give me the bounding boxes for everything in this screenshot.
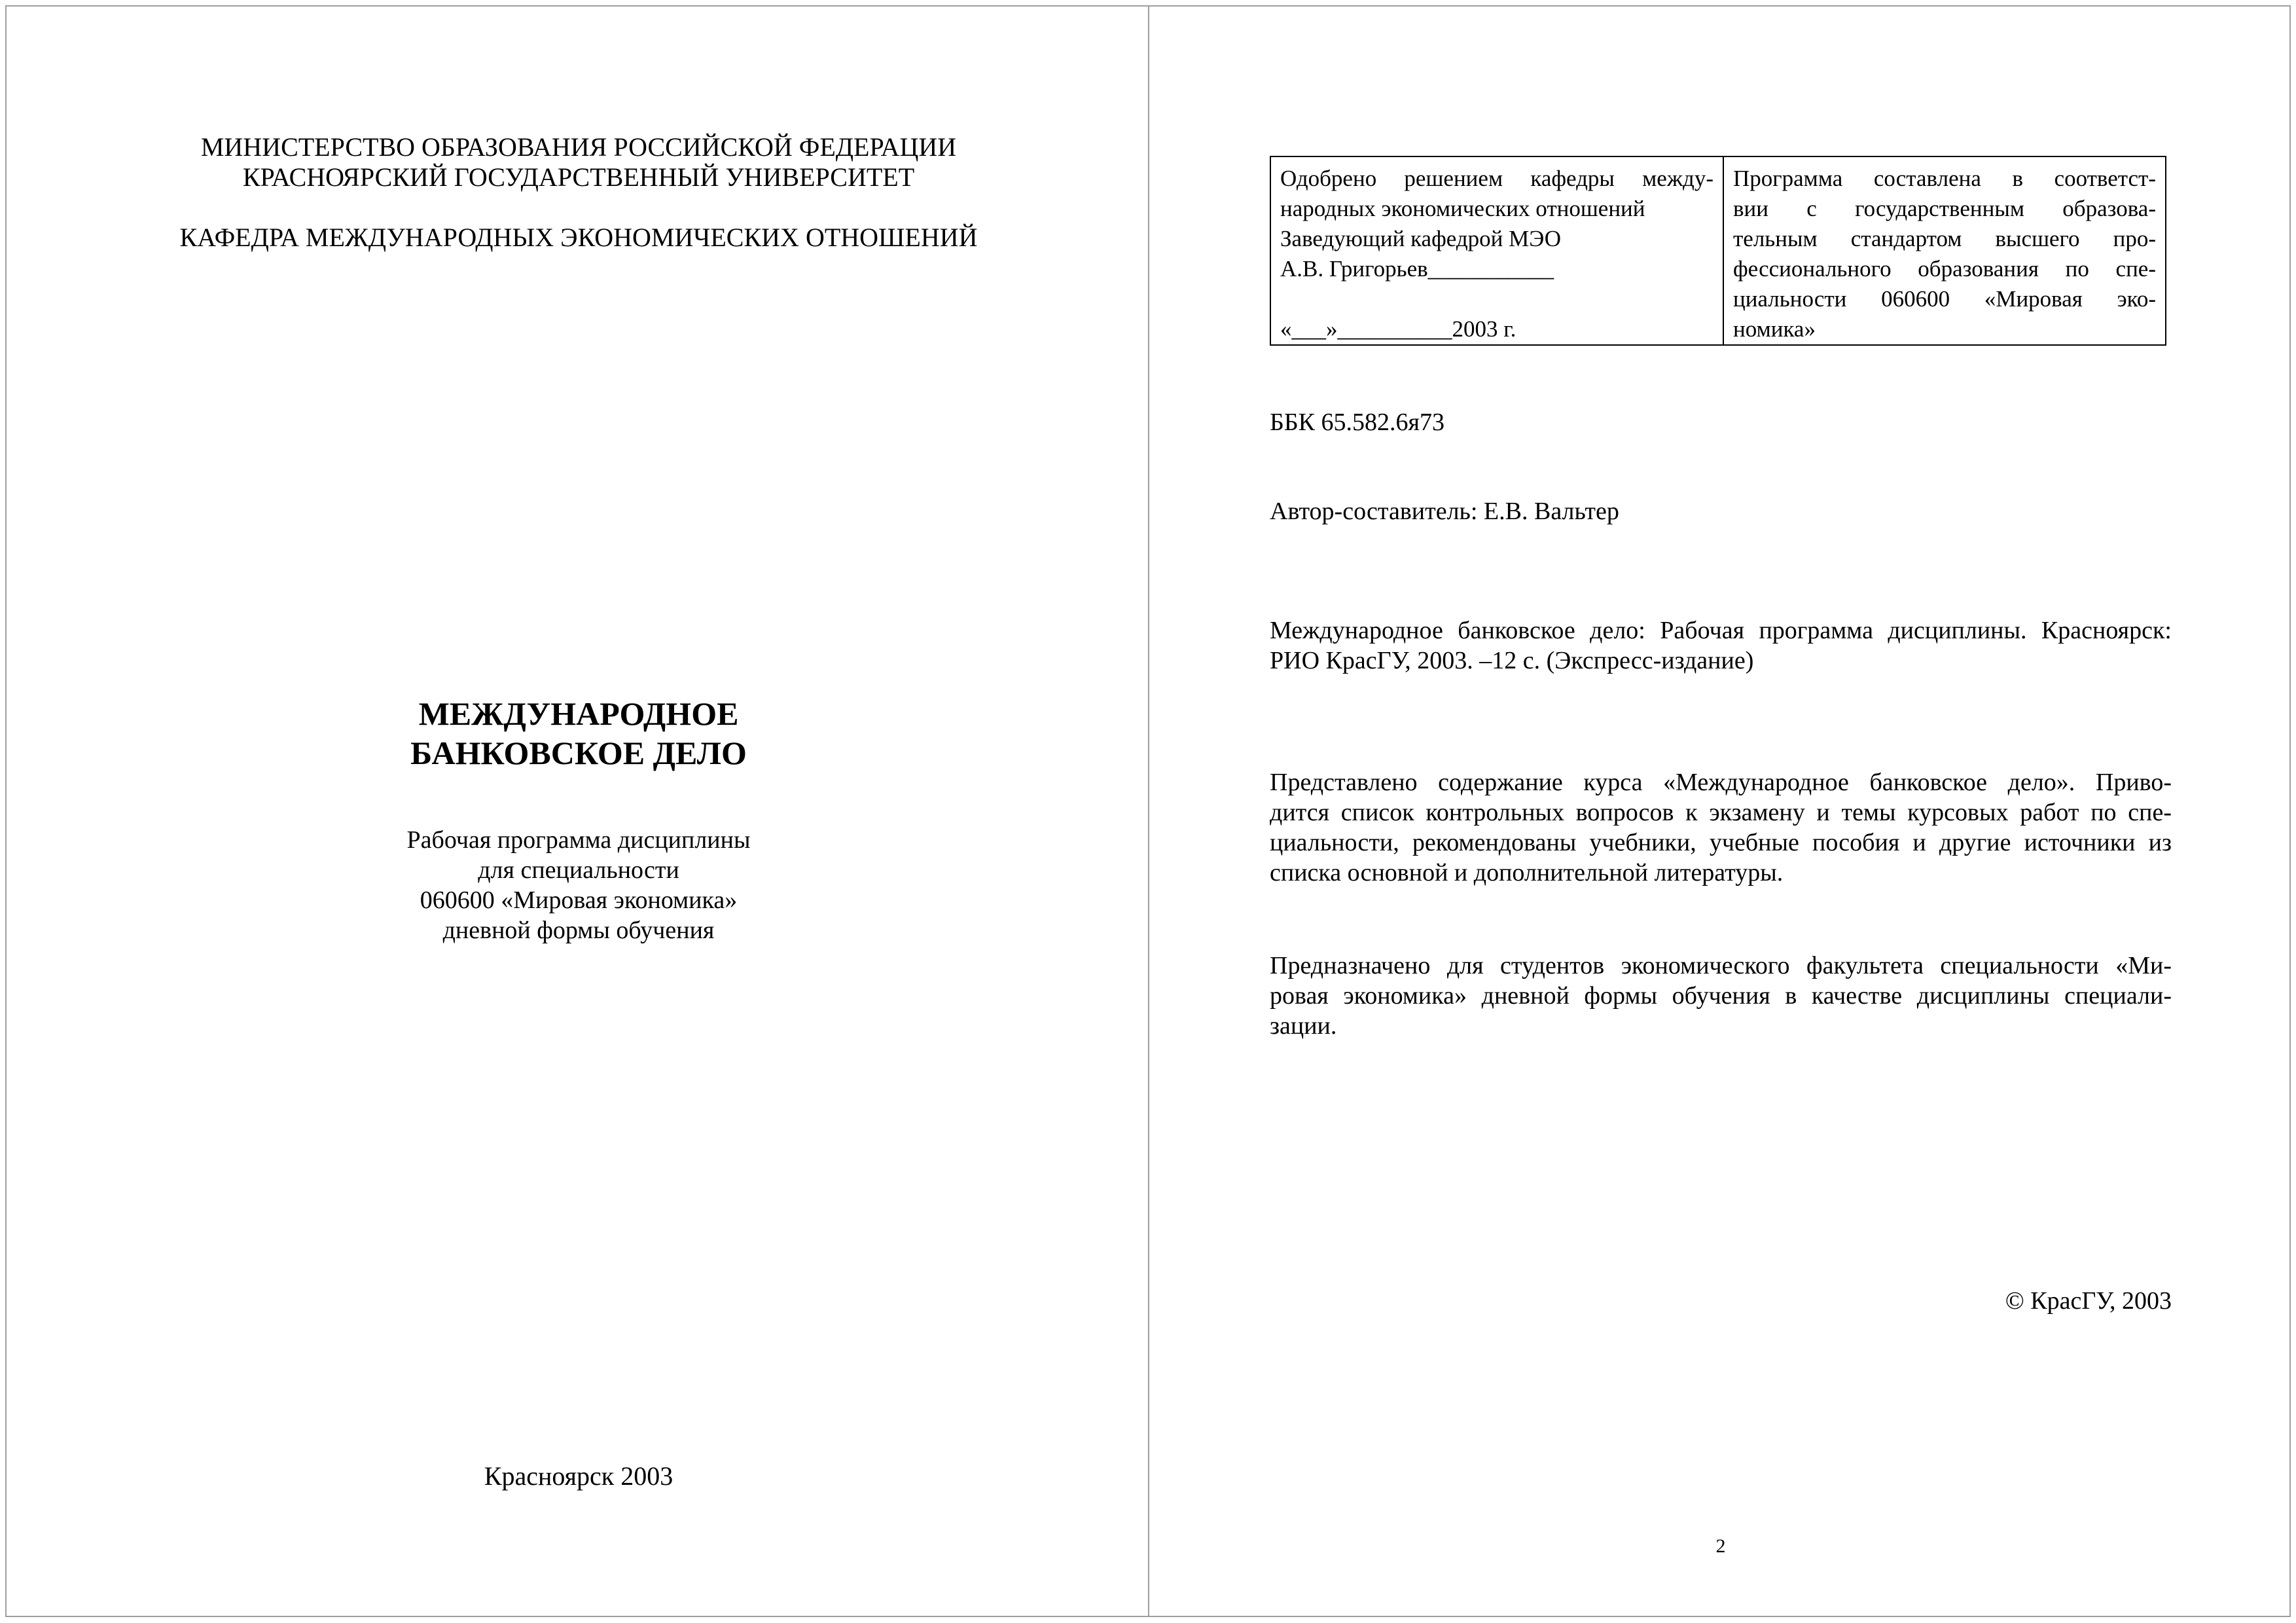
- standard-line: фессионального образования по спе-: [1733, 256, 2156, 282]
- city-year-text: Красноярск 2003: [484, 1461, 673, 1491]
- annotation-line: циальности, рекомендованы учебники, учебные пособия и другие источники из: [1270, 829, 2172, 856]
- standard-line: вии с государственным образова-: [1733, 196, 2156, 221]
- annotation-line: Представлено содержание курса «Международное банковское дело». Приво-: [1270, 769, 2172, 796]
- annotation-line: дится список контрольных вопросов к экзамену и темы курсовых работ по спе-: [1270, 799, 2172, 826]
- department-line: КАФЕДРА МЕЖДУНАРОДНЫХ ЭКОНОМИЧЕСКИХ ОТНОШЕНИЙ: [179, 223, 978, 252]
- biblio-line: РИО КрасГУ, 2003. –12 с. (Экспресс-издание): [1270, 647, 1754, 674]
- university-line: КРАСНОЯРСКИЙ ГОСУДАРСТВЕННЫЙ УНИВЕРСИТЕТ: [242, 162, 915, 192]
- approval-line: народных экономических отношений: [1280, 196, 1645, 221]
- approval-cell-department: [1270, 156, 1723, 345]
- approval-line: Одобрено решением кафедры между-: [1280, 166, 1713, 191]
- approval-table: [1270, 156, 2166, 346]
- page-number: [1149, 1533, 2292, 1559]
- standard-line: тельным стандартом высшего про-: [1733, 226, 2156, 251]
- title-line: БАНКОВСКОЕ ДЕЛО: [410, 735, 747, 771]
- copyright: [1270, 1286, 2172, 1316]
- title-page: [5, 5, 1149, 1617]
- city-year: [7, 1461, 1151, 1491]
- standard-line: циальности 060600 «Мировая эко-: [1733, 286, 2156, 312]
- approval-signature-line: А.В. Григорьев___________: [1280, 256, 1554, 282]
- annotation-line: списка основной и дополнительной литературы.: [1270, 859, 1784, 886]
- author-text: Автор-составитель: Е.В. Вальтер: [1270, 498, 1619, 525]
- subtitle-line: 060600 «Мировая экономика»: [420, 886, 738, 914]
- bibliographic-record: [1270, 615, 2172, 676]
- biblio-line: Международное банковское дело: Рабочая программа дисциплины. Красноярск:: [1270, 617, 2172, 644]
- subtitle-line: для специальности: [478, 856, 679, 884]
- purpose-line: зации.: [1270, 1012, 1337, 1040]
- approval-cell-standard: [1723, 156, 2166, 345]
- ministry-line: МИНИСТЕРСТВО ОБРАЗОВАНИЯ РОССИЙСКОЙ ФЕДЕРАЦИИ: [200, 132, 957, 162]
- approval-gap: [1280, 284, 1713, 314]
- title-line: МЕЖДУНАРОДНОЕ: [418, 695, 739, 732]
- approval-row: [1270, 156, 2166, 345]
- annotation-paragraph: [1270, 767, 2172, 888]
- subtitle-line: Рабочая программа дисциплины: [406, 826, 751, 854]
- document-subtitle: [7, 825, 1151, 945]
- subtitle-line: дневной формы обучения: [442, 917, 715, 944]
- approval-line: Заведующий кафедрой МЭО: [1280, 226, 1562, 251]
- copyright-text: © КрасГУ, 2003: [2005, 1287, 2172, 1315]
- imprint-page: [1148, 5, 2291, 1617]
- approval-date-line: «___»__________2003 г.: [1280, 316, 1516, 342]
- page-number-text: 2: [1715, 1535, 1726, 1557]
- ministry-header: [7, 132, 1151, 192]
- author-line: [1270, 496, 2172, 526]
- standard-line: номика»: [1733, 316, 1816, 342]
- standard-line: Программа составлена в соответст-: [1733, 166, 2156, 191]
- purpose-line: Предназначено для студентов экономического факультета специальности «Ми-: [1270, 952, 2172, 979]
- purpose-line: ровая экономика» дневной формы обучения в качестве дисциплины специали-: [1270, 982, 2172, 1010]
- document-title: [7, 694, 1151, 773]
- bbk-text: ББК 65.582.6я73: [1270, 409, 1444, 436]
- purpose-paragraph: [1270, 951, 2172, 1041]
- department-name: [7, 223, 1151, 253]
- bbk-code: [1270, 407, 2172, 437]
